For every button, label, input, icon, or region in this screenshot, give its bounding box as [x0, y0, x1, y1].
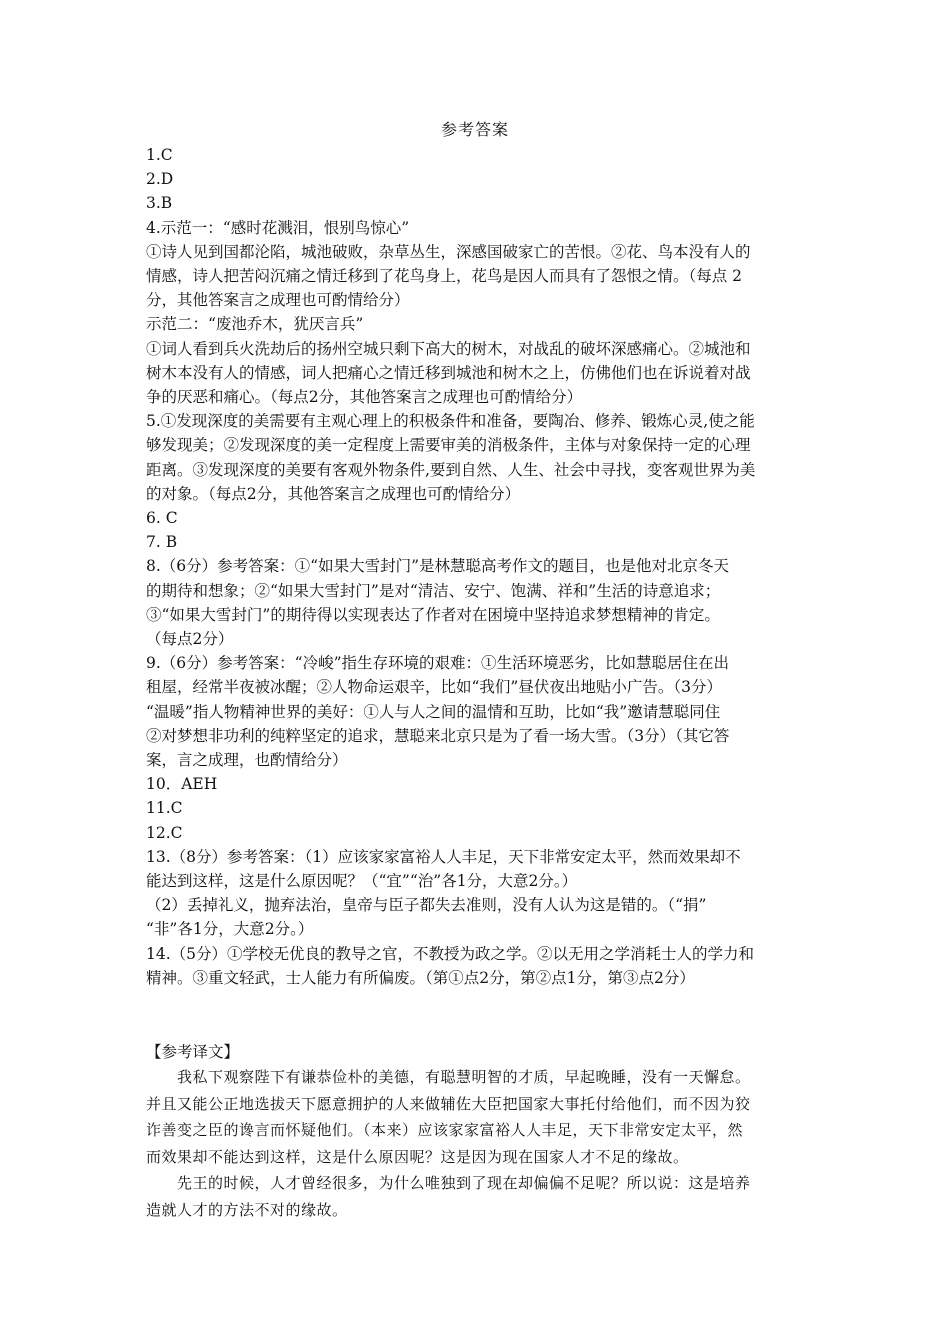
answer-line: 1.C — [146, 146, 173, 164]
answer-line: 9.（6分）参考答案：“冷峻”指生存环境的艰难：①生活环境恶劣，比如慧聪居住在出 — [146, 654, 730, 673]
answer-line: 分，其他答案言之成理也可酌情给分） — [146, 291, 410, 310]
answer-line: ①诗人见到国都沦陷，城池破败，杂草丛生，深感国破家亡的苦恨。②花、鸟本没有人的 — [146, 242, 751, 261]
answer-line: 案，言之成理，也酌情给分） — [146, 751, 348, 769]
answer-line: 7. B — [146, 533, 178, 552]
answer-line: 示范二：“废池乔木，犹厌言兵” — [146, 315, 364, 334]
answer-line: 情感，诗人把苦闷沉痛之情迁移到了花鸟身上，花鸟是因人而具有了怨恨之情。（每点 2 — [146, 267, 743, 285]
answer-line: 精神。③重文轻武，士人能力有所偏废。（第①点2分，第②点1分，第③点2分） — [146, 968, 695, 987]
translation-line: 我私下观察陛下有谦恭俭朴的美德，有聪慧明智的才质，早起晚睡，没有一天懈怠。 — [146, 1068, 751, 1086]
translation-line: 诈善变之臣的谗言而怀疑他们。（本来）应该家家富裕人人丰足，天下非常安定太平，然 — [146, 1121, 744, 1139]
answer-line: “非”各1分，大意2分。） — [146, 920, 314, 939]
answer-line: 13.（8分）参考答案：（1）应该家家富裕人人丰足，天下非常安定太平，然而效果却不 — [146, 847, 741, 866]
answer-line: （每点2分） — [146, 630, 234, 648]
answer-line: 能达到这样，这是什么原因呢？（“宜”“治”各1分，大意2分。） — [146, 872, 578, 890]
translation-line: 造就人才的方法不对的缘故。 — [146, 1200, 348, 1219]
page-title: 参考答案 — [440, 120, 509, 139]
translation-line: 而效果却不能达到这样，这是什么原因呢？这是因为现在国家人才不足的缘故。 — [146, 1147, 689, 1166]
answer-line: ①词人看到兵火洗劫后的扬州空城只剩下高大的树木，对战乱的破坏深感痛心。②城池和 — [146, 339, 751, 358]
answer-line: 4.示范一：“感时花溅泪，恨别鸟惊心” — [146, 218, 410, 237]
answer-line: （2）丢掉礼义，抛弃法治，皇帝与臣子都失去准则，没有人认为这是错的。（“捐” — [146, 896, 707, 915]
answer-line: ③“如果大雪封门”的期待得以实现表达了作者对在困境中坚持追求梦想精神的肯定。 — [146, 605, 720, 624]
translation-line: 先王的时候，人才曾经很多，为什么唯独到了现在却偏偏不足呢？所以说：这是培养 — [146, 1174, 751, 1192]
answer-line: 10．AEH — [146, 775, 218, 794]
answer-line: “温暖”指人物精神世界的美好：①人与人之间的温情和互助，比如“我”邀请慧聪同住 — [146, 702, 721, 721]
answer-line: 2.D — [146, 170, 174, 189]
answer-line: 8.（6分）参考答案：①“如果大雪封门”是林慧聪高考作文的题目，也是他对北京冬天 — [146, 557, 730, 576]
translation-line: 并且又能公正地选拔天下愿意拥护的人来做辅佐大臣把国家大事托付给他们，而不因为狡 — [146, 1094, 751, 1113]
answer-line: 6. C — [146, 509, 178, 527]
answer-line: 11.C — [146, 799, 183, 818]
translation-heading: 【参考译文】 — [146, 1043, 240, 1061]
answer-line: 14.（5分）①学校无优良的教导之官，不教授为政之学。②以无用之学消耗士人的学力和 — [146, 944, 755, 963]
answer-line: 的对象。（每点2分，其他答案言之成理也可酌情给分） — [146, 484, 521, 503]
answer-line: 的期待和想象；②“如果大雪封门”是对“清洁、安宁、饱满、祥和”生活的诗意追求； — [146, 581, 721, 600]
answer-line: 争的厌恶和痛心。（每点2分，其他答案言之成理也可酌情给分） — [146, 388, 583, 406]
answer-line: 12.C — [146, 823, 183, 842]
answer-line: 距离。③发现深度的美要有客观外物条件,要到自然、人生、社会中寻找，变客观世界为美 — [146, 460, 756, 479]
answer-line: ②对梦想非功利的纯粹坚定的追求，慧聪来北京只是为了看一场大雪。（3分）（其它答 — [146, 726, 730, 745]
answer-line: 够发现美；②发现深度的美一定程度上需要审美的消极条件，主体与对象保持一定的心理 — [146, 436, 751, 455]
answer-line: 树木本没有人的情感，词人把痛心之情迁移到城池和树木之上，仿佛他们也在诉说着对战 — [146, 363, 751, 382]
answer-line: 租屋，经常半夜被冰醒；②人物命运艰辛，比如“我们”昼伏夜出地贴小广告。（3分） — [146, 678, 722, 697]
answer-line: 3.B — [146, 194, 173, 213]
answer-line: 5.①发现深度的美需要有主观心理上的积极条件和准备，要陶冶、修养、锻炼心灵,使之能 — [146, 412, 755, 431]
